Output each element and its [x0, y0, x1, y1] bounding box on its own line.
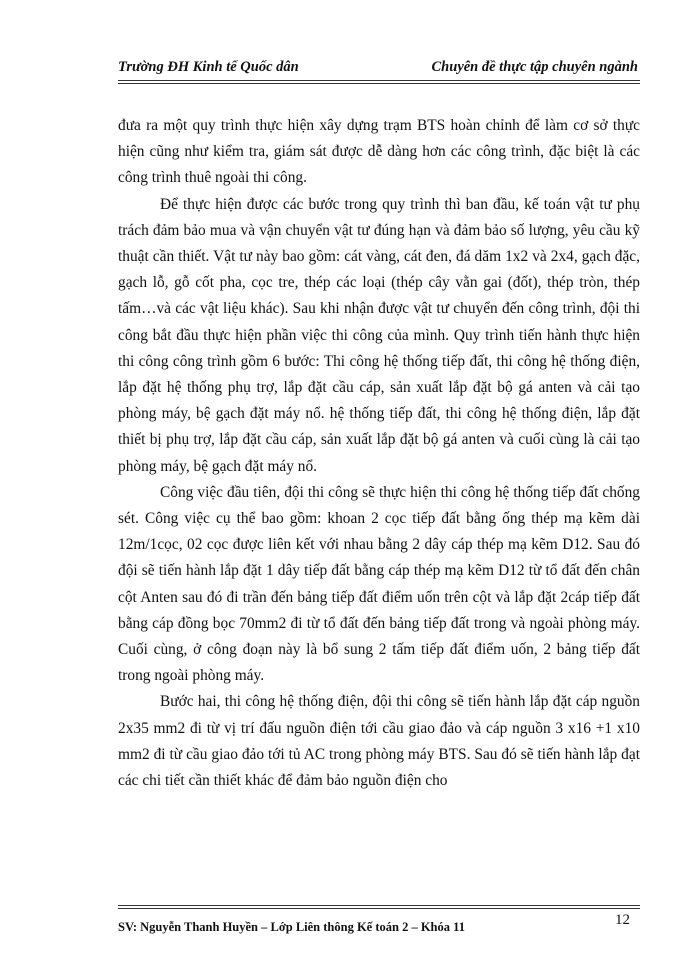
paragraph-grounding: Công việc đầu tiên, đội thi công sẽ thực hiện thi công hệ thống tiếp đất chống sét. Công việc cụ thể bao gồm: khoan 2 cọc tiếp đất bằng ống thép mạ kẽm dài 12m/1cọc, 02 cọc được liên kết với nhau bằng 2 dây cáp thép mạ kẽm D12. Sau đó đội sẽ tiến hành lắp đặt 1 dây tiếp đất bằng cáp thép mạ kẽm D12 từ tổ đất đến chân cột Anten sau đó đi trần đến bảng tiếp đất điểm uốn trên cột và lắp đặt 2cáp tiếp đất bằng cáp đồng bọc 70mm2 đi từ tổ đất đến bảng tiếp đất trong và ngoài phòng máy. Cuối cùng, ở công đoạn này là bổ sung 2 tấm tiếp đất điểm uốn, 2 bảng tiếp đất trong ngoài phòng máy. [118, 483, 640, 685]
header-university: Trường ĐH Kinh tế Quốc dân [118, 59, 299, 75]
footer-rule-bottom [118, 908, 640, 909]
page-body [118, 113, 640, 794]
footer-rule-top [118, 905, 640, 906]
footer-author: SV: Nguyễn Thanh Huyền – Lớp Liên thông Kế toán 2 – Khóa 11 [118, 920, 465, 934]
header-rule-bottom [118, 83, 640, 84]
paragraph-continuation: đưa ra một quy trình thực hiện xây dựng trạm BTS hoàn chỉnh để làm cơ sở thực hiện cũng như kiểm tra, giám sát được dễ dàng hơn các công trình, đặc biệt là các công trình thuê ngoài thi công. [118, 117, 640, 187]
page-number: 12 [615, 912, 630, 928]
paragraph-materials: Để thực hiện được các bước trong quy trình thì ban đầu, kế toán vật tư phụ trách đảm bảo mua và vận chuyển vật tư đúng hạn và đảm bảo số lượng, yêu cầu kỹ thuật cần thiết. Vật tư này bao gồm: cát vàng, cát đen, đá dăm 1x2 và 2x4, gạch đặc, gạch lỗ, gỗ cốt pha, cọc tre, thép các loại (thép cây vằn gai (đốt), thép tròn, thép tấm…và các vật liệu khác). Sau khi nhận được vật tư chuyển đến công trình, đội thi công bắt đầu thực hiện phần việc thi công của mình. Quy trình tiến hành thực hiện thi công công trình gồm 6 bước: Thi công hệ thống tiếp đất, thi công hệ thống điện, lắp đặt hệ thống phụ trợ, lắp đặt cầu cáp, sản xuất lắp đặt bộ gá anten và cải tạo phòng máy, bệ gạch đặt máy nổ. hệ thống tiếp đất, thi công hệ thống điện, lắp đặt thiết bị phụ trợ, lắp đặt cầu cáp, sản xuất lắp đặt bộ gá anten và cuối cùng là cải tạo phòng máy, bệ gạch đặt máy nổ. [118, 195, 640, 475]
page-header [118, 58, 638, 78]
paragraph-electrical: Bước hai, thi công hệ thống điện, đội thi công sẽ tiến hành lắp đặt cáp nguồn 2x35 mm2 đi từ vị trí đấu nguồn điện tới cầu giao đảo và cáp nguồn 3 x16 +1 x10 mm2 đi từ cầu giao đảo tới tủ AC trong phòng máy BTS. Sau đó sẽ tiến hành lắp đạt các chi tiết cần thiết khác để đảm bảo nguồn điện cho [118, 693, 640, 790]
header-rule-top [118, 80, 640, 81]
page-footer [118, 912, 640, 938]
header-document-type: Chuyên đề thực tập chuyên ngành [431, 59, 638, 75]
